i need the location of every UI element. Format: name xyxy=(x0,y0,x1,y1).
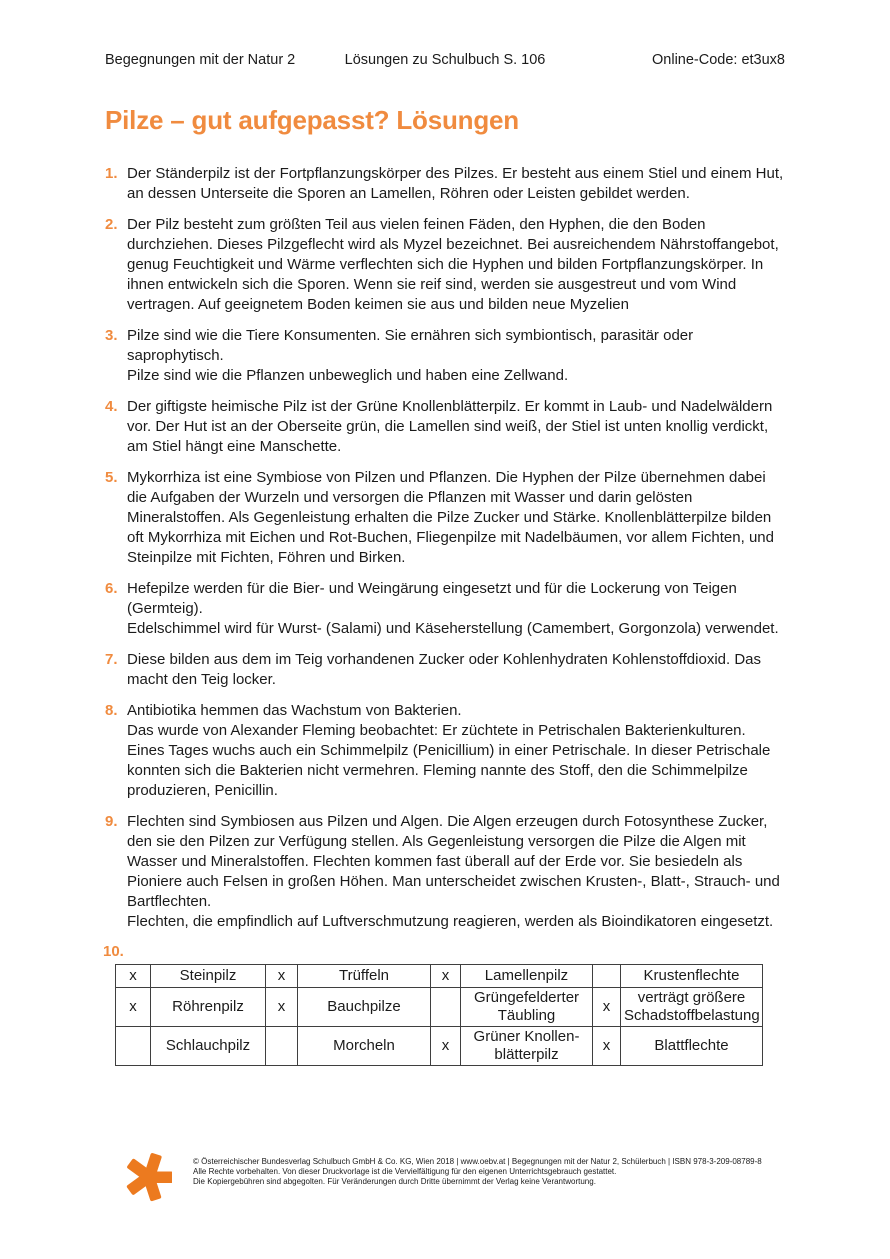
table-label-cell: Schlauchpilz xyxy=(151,1027,266,1066)
table-label-cell: Grüngefelderter Täubling xyxy=(461,988,593,1027)
answer-paragraph: Pilze sind wie die Pflanzen unbeweglich und haben eine Zellwand. xyxy=(127,367,569,384)
table-label-cell: Bauchpilze xyxy=(298,988,431,1027)
document-header xyxy=(105,52,785,69)
answer-item-7 xyxy=(105,650,785,690)
answer-item-2 xyxy=(105,215,785,315)
table-checkmark-cell: x xyxy=(266,988,298,1027)
answer-paragraph: Flechten, die empfindlich auf Luftverschmutzung reagieren, werden als Bioindikatoren eingesetzt. xyxy=(127,913,774,930)
table-checkmark-cell: x xyxy=(593,988,621,1027)
table-checkmark-cell: x xyxy=(116,965,151,988)
answer-number: 1. xyxy=(105,165,118,182)
answers-list xyxy=(105,164,785,932)
answer-number: 6. xyxy=(105,580,118,597)
table-checkmark-cell: x xyxy=(116,988,151,1027)
answer-number: 8. xyxy=(105,702,118,719)
answer-paragraph: Flechten sind Symbiosen aus Pilzen und Algen. Die Algen erzeugen durch Fotosynthese Zucker, den sie den Pilzen zur Verfügung stellen. Als Gegenleistung versorgen die Pilze die Algen mit Wasser und Mineralstoffen. Flechten kommen fast überall auf der Erde vor. Sie besiedeln als Pioniere auch Felsen in großen Höhen. Man unterscheidet zwischen Krusten-, Blatt-, Strauch- und Bartflechten. xyxy=(127,813,780,910)
footer-line: Alle Rechte vorbehalten. Von dieser Druckvorlage ist die Vervielfältigung für den eigenen Unterrichtsgebrauch gestattet. xyxy=(193,1167,617,1176)
answer-paragraph: Der giftigste heimische Pilz ist der Grüne Knollenblätterpilz. Er kommt in Laub- und Nadelwäldern vor. Der Hut ist an der Oberseite grün, die Lamellen sind weiß, der Stiel ist unten knollig verdickt, am Stiel hängt eine Manschette. xyxy=(127,398,773,455)
table-label-cell: Lamellenpilz xyxy=(461,965,593,988)
table-label-cell: Röhrenpilz xyxy=(151,988,266,1027)
answer-item-1 xyxy=(105,164,785,204)
table-checkmark-cell: x xyxy=(593,1027,621,1066)
answer-body xyxy=(127,164,785,204)
footer-copyright-text xyxy=(193,1152,762,1187)
answer-item-3 xyxy=(105,326,785,386)
answer-number: 7. xyxy=(105,651,118,668)
answer-number: 3. xyxy=(105,327,118,344)
table-label-cell: Steinpilz xyxy=(151,965,266,988)
table-label-cell: Trüffeln xyxy=(298,965,431,988)
table-checkmark-cell: x xyxy=(266,965,298,988)
answer-paragraph: Diese bilden aus dem im Teig vorhandenen Zucker oder Kohlenhydraten Kohlenstoffdioxid. Das macht den Teig locker. xyxy=(127,651,761,688)
answer-body xyxy=(127,650,785,690)
answer-paragraph: Hefepilze werden für die Bier- und Weingärung eingesetzt und für die Lockerung von Teigen (Germteig). xyxy=(127,580,737,617)
answer-paragraph: Antibiotika hemmen das Wachstum von Bakterien. xyxy=(127,702,462,719)
table-row-1 xyxy=(116,965,763,988)
answer-paragraph: Das wurde von Alexander Fleming beobachtet: Er züchtete in Petrischalen Bakterienkulturen. Eines Tages wuchs auch ein Schimmelpilz (Penicillium) in einer Petrischale. In dieser Petrischale konnten sich die Bakterien nicht vermehren. Fleming nannte des Stoff, den die Schimmelpilze produzieren, Penicillin. xyxy=(127,722,771,799)
answer-paragraph: Der Ständerpilz ist der Fortpflanzungskörper des Pilzes. Er besteht aus einem Stiel und einem Hut, an dessen Unterseite die Sporen an Lamellen, Röhren oder Leisten gebildet werden. xyxy=(127,165,784,202)
table-checkmark-cell: x xyxy=(431,1027,461,1066)
answer-item-9 xyxy=(105,812,785,932)
answer-body xyxy=(127,812,785,932)
footer-line: Die Kopiergebühren sind abgegolten. Für Veränderungen durch Dritte übernimmt der Verlag keine Verantwortung. xyxy=(193,1177,596,1186)
answer-number: 9. xyxy=(105,813,118,830)
table-label-cell: Blattflechte xyxy=(621,1027,763,1066)
answer-number: 2. xyxy=(105,216,118,233)
answer-paragraph: Pilze sind wie die Tiere Konsumenten. Sie ernähren sich symbiontisch, parasitär oder saprophytisch. xyxy=(127,327,694,364)
answer-body xyxy=(127,579,785,639)
table-label-cell: Grüner Knollenblätterpilz xyxy=(461,1027,593,1066)
answer-body xyxy=(127,326,785,386)
answer-item-5 xyxy=(105,468,785,568)
table-row-2 xyxy=(116,988,763,1027)
answer-number: 5. xyxy=(105,469,118,486)
answers-table xyxy=(115,964,763,1066)
table-checkmark-cell xyxy=(431,988,461,1027)
header-online-code: Online-Code: et3ux8 xyxy=(652,52,785,68)
footer-line: © Österreichischer Bundesverlag Schulbuch GmbH & Co. KG, Wien 2018 | www.oebv.at | Begegnungen mit der Natur 2, Schülerbuch | ISBN 978-3-209-08789-8 xyxy=(193,1157,762,1166)
answer-paragraph: Edelschimmel wird für Wurst- (Salami) und Käseherstellung (Camembert, Gorgonzola) verwendet. xyxy=(127,620,779,637)
answer-number: 4. xyxy=(105,398,118,415)
answer-body xyxy=(127,215,785,315)
page-footer xyxy=(126,1152,762,1202)
table-row-3 xyxy=(116,1027,763,1066)
answer-item-8 xyxy=(105,701,785,801)
answer-body xyxy=(127,397,785,457)
oebv-asterisk-logo xyxy=(126,1152,172,1202)
header-book-title: Begegnungen mit der Natur 2 xyxy=(105,52,296,68)
page-title: Pilze – gut aufgepasst? Lösungen xyxy=(105,105,519,135)
table-body xyxy=(116,965,763,1066)
answer-item-4 xyxy=(105,397,785,457)
table-checkmark-cell xyxy=(266,1027,298,1066)
table-label-cell: Morcheln xyxy=(298,1027,431,1066)
table-label-cell: verträgt größere Schadstoffbelastung xyxy=(621,988,763,1027)
table-label-cell: Krustenflechte xyxy=(621,965,763,988)
table-checkmark-cell xyxy=(593,965,621,988)
header-solutions-reference: Lösungen zu Schulbuch S. 106 xyxy=(344,52,546,68)
answer-paragraph: Der Pilz besteht zum größten Teil aus vielen feinen Fäden, den Hyphen, die den Boden durchziehen. Dieses Pilzgeflecht wird als Myzel bezeichnet. Bei ausreichendem Nährstoffangebot, genug Feuchtigkeit und Wärme verflechten sich die Hyphen und bilden Fortpflanzungskörper. In ihnen entwickeln sich die Sporen. Wenn sie reif sind, werden sie ausgestreut und vom Wind vertragen. Auf geeignetem Boden keimen sie aus und bilden neue Myzelien xyxy=(127,216,779,313)
answer-body xyxy=(127,468,785,568)
answer-paragraph: Mykorrhiza ist eine Symbiose von Pilzen und Pflanzen. Die Hyphen der Pilze übernehmen dabei die Aufgaben der Wurzeln und versorgen die Pflanzen mit Wasser und darin gelösten Mineralstoffen. Als Gegenleistung erhalten die Pilze Zucker und Stärke. Knollenblätterpilze bilden oft Mykorrhiza mit Eichen und Rot-Buchen, Fliegenpilze mit Nadelbäumen, vor allem Fichten, und Steinpilze mit Fichten, Föhren und Birken. xyxy=(127,469,774,566)
answer-item-6 xyxy=(105,579,785,639)
answer-10-number: 10. xyxy=(103,943,124,960)
answer-body xyxy=(127,701,785,801)
table-checkmark-cell xyxy=(116,1027,151,1066)
table-checkmark-cell: x xyxy=(431,965,461,988)
